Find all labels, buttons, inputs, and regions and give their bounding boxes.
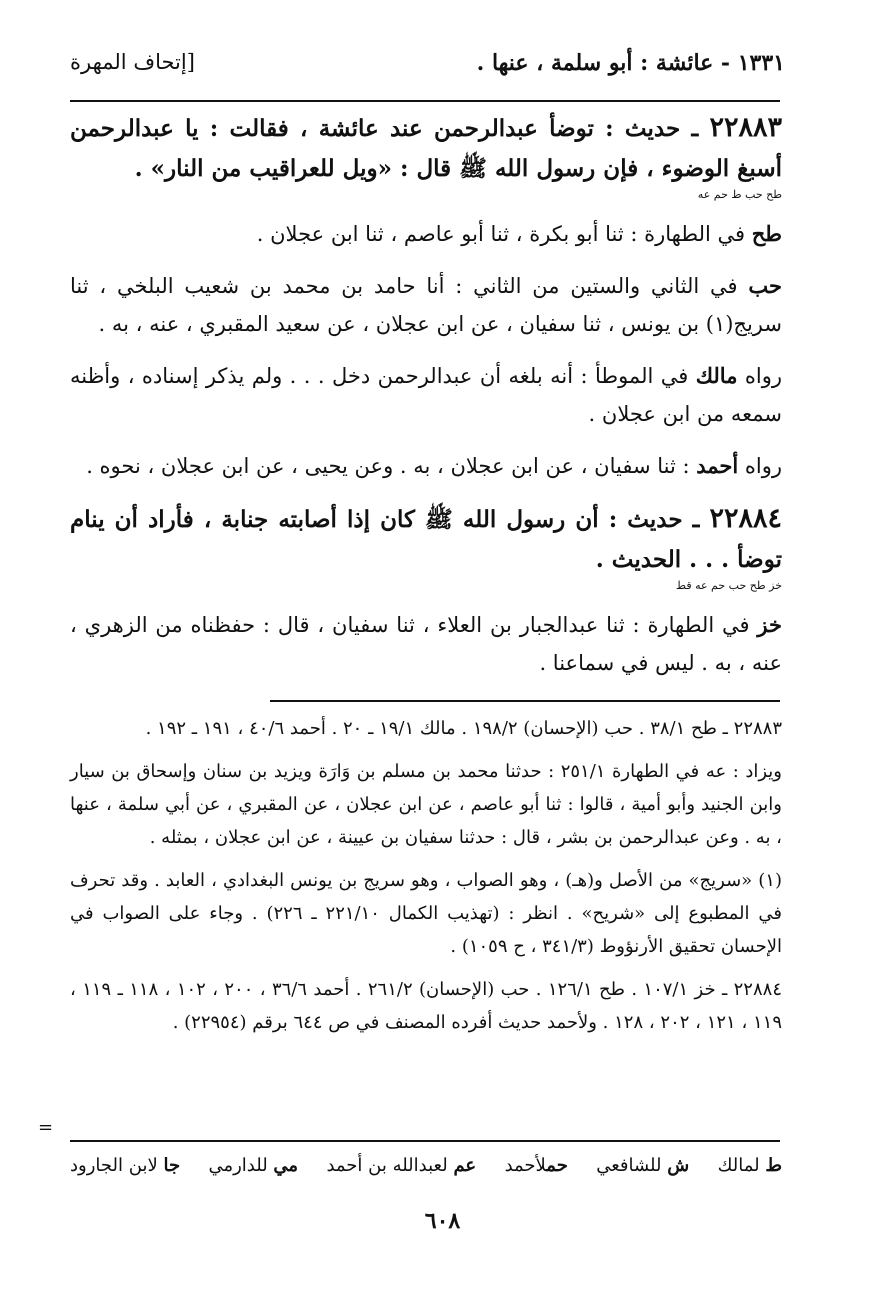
header-chapter: ١٣٣١ - عائشة : أبو سلمة ، عنها . [476, 50, 785, 76]
key-entry [208, 1155, 298, 1176]
footnotes [70, 712, 782, 1049]
running-header [70, 50, 785, 90]
footnote: ٢٢٨٨٤ ـ خز ١٠٧/١ . طح ١٢٦/١ . حب (الإحسان) ٢٦١/٢ . أحمد ٣٦/٦ ، ٢٠٠ ، ١٠٢ ، ١١٨ ـ ١١٩ ، ١١٩ ، ١٢١ ، ٢٠٢ ، ١٢٨ . ولأحمد حديث أفرده المصنف في ص ٦٤٤ برقم (٢٢٩٥٤) . [70, 979, 782, 1033]
hadith-title: ـ حديث : أن رسول الله ﷺ كان إذا أصابته جنابة ، فأراد أن ينام توضأ . . . الحديث . [70, 506, 782, 573]
key-abbreviation: حم [546, 1155, 568, 1176]
header-book-title: [إتحاف المهرة [70, 50, 195, 74]
source-paragraph [70, 215, 782, 253]
hadith-title: ـ حديث : توضأ عبدالرحمن عند عائشة ، فقالت : يا عبدالرحمن أسبغ الوضوء ، فإن رسول الله ﷺ قال : «ويل للعراقيب من النار» . [70, 115, 782, 182]
paragraph-text: في الطهارة : ثنا أبو بكرة ، ثنا أبو عاصم ، ثنا ابن عجلان . [256, 222, 752, 246]
source-abbreviation: خز [757, 612, 782, 637]
key-abbreviation: جا [163, 1155, 181, 1176]
key-description: للشافعي [596, 1155, 668, 1176]
source-paragraph [70, 357, 782, 433]
footer-rule [70, 1140, 780, 1142]
hadith-22884-sources [70, 606, 782, 682]
footnote: (١) «سريج» من الأصل و(هـ) ، وهو الصواب ، وهو سريج بن يونس البغدادي ، العابد . وقد تحرف في المطبوع إلى «شريح» . انظر : (تهذيب الكمال ٢٢١/١٠ ـ ٢٢٦) . وجاء على الصواب في الإحسان تحقيق الأرنؤوط (٣٤١/٣ ، ح ١٠٥٩) . [70, 870, 782, 957]
key-description: لعبدالله بن أحمد [326, 1155, 454, 1176]
footnote: ٢٢٨٨٣ ـ طح ٣٨/١ . حب (الإحسان) ١٩٨/٢ . مالك ١٩/١ ـ ٢٠ . أحمد ٤٠/٦ ، ١٩١ ـ ١٩٢ . [145, 718, 782, 739]
key-entry [718, 1155, 782, 1176]
side-mark: = [38, 1117, 54, 1138]
key-abbreviation: مي [273, 1155, 299, 1176]
hadith-22883-sources [70, 215, 782, 485]
paragraph-prefix: رواه [738, 454, 782, 478]
key-entry [596, 1155, 689, 1176]
hadith-sigla: خز طح حب حم عه قط [675, 579, 782, 592]
paragraph-text: في الطهارة : ثنا عبدالجبار بن العلاء ، ثنا سفيان ، قال : حفظناه من الزهري ، عنه ، به . ليس في سماعنا . [70, 613, 782, 675]
footnote: ويزاد : عه في الطهارة ٢٥١/١ : حدثنا محمد بن مسلم بن وَارَة ويزيد بن سنان وإسحاق بن سيار وابن الجنيد وأبو أمية ، قالوا : ثنا أبو عاصم ، عن ابن عجلان ، عن المقبري ، عن أبي سلمة ، عنها ، به . وعن عبدالرحمن بن بشر ، قال : حدثنا سفيان بن عيينة ، عن ابن عجلان ، بمثله . [70, 761, 782, 848]
hadith-22884 [70, 499, 782, 592]
paragraph-text: : ثنا سفيان ، عن ابن عجلان ، به . وعن يحيى ، عن ابن عجلان ، نحوه . [86, 454, 697, 478]
paragraph-prefix: رواه [737, 364, 782, 388]
key-abbreviation: عم [453, 1155, 477, 1176]
hadith-number: ٢٢٨٨٤ [709, 503, 782, 534]
source-paragraph [70, 606, 782, 682]
key-abbreviation: ط [765, 1155, 782, 1176]
abbreviation-key [70, 1155, 782, 1176]
source-abbreviation: طح [751, 221, 782, 246]
source-abbreviation: أحمد [696, 453, 739, 478]
paragraph-text: في الموطأ : أنه بلغه أن عبدالرحمن دخل . . . ولم يذكر إسناده ، وأظنه سمعه من ابن عجلان . [70, 364, 782, 426]
paragraph-text: في الثاني والستين من الثاني : أنا حامد بن محمد بن شعيب البلخي ، ثنا سريج(١) بن يونس ، ثنا سفيان ، عن ابن عجلان ، عن سعيد المقبري ، عنه ، به . [70, 274, 782, 336]
hadith-sigla: طح حب ط حم عه [697, 188, 782, 201]
key-description: للدارمي [208, 1155, 274, 1176]
page-number: ٦٠٨ [424, 1208, 461, 1234]
key-entry [70, 1155, 180, 1176]
notes-rule [270, 700, 780, 702]
hadith-22883 [70, 108, 782, 201]
key-description: لمالك [717, 1155, 766, 1176]
header-rule [70, 100, 780, 102]
key-description: لأحمد [504, 1155, 547, 1176]
key-entry [505, 1155, 568, 1176]
main-text [70, 108, 782, 696]
hadith-number: ٢٢٨٨٣ [709, 112, 782, 143]
source-abbreviation: مالك [695, 363, 738, 388]
source-abbreviation: حب [748, 273, 782, 298]
source-paragraph [70, 447, 782, 485]
key-entry [326, 1155, 476, 1176]
key-abbreviation: ش [667, 1155, 690, 1176]
source-paragraph [70, 267, 782, 343]
key-description: لابن الجارود [70, 1155, 164, 1176]
